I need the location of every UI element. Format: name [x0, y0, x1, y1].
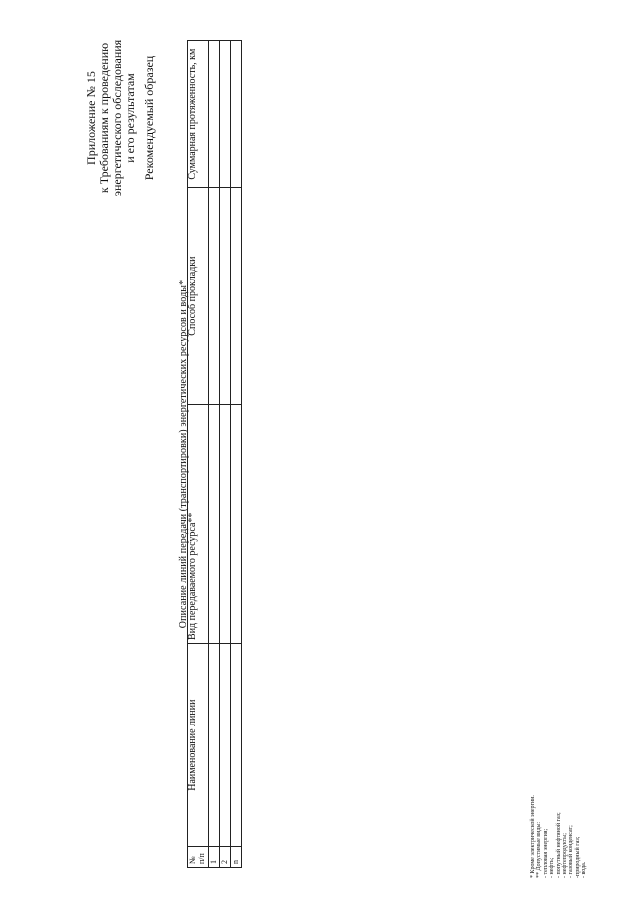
column-header-total-length: Суммарная протяженность, км: [188, 41, 209, 188]
table-cell: [220, 643, 231, 846]
appendix-line: к Требованиям к проведению: [97, 42, 111, 194]
table-cell: [209, 188, 220, 404]
table-row: [220, 41, 231, 868]
appendix-line: и его результатам: [123, 73, 137, 163]
footnote-line: - тепловая энергия;: [542, 828, 549, 878]
table-cell: [209, 643, 220, 846]
row-number-cell: n: [231, 847, 242, 868]
appendix-line: энергетического обследования: [110, 39, 124, 197]
table-header-row: [188, 41, 209, 868]
table-cell: [231, 188, 242, 404]
appendix-line: Приложение № 15: [84, 71, 98, 165]
column-header-resource-type: Вид передаваемого ресурса**: [188, 404, 209, 643]
footnote-line: - нефть;: [549, 857, 556, 878]
row-number-cell: 2: [220, 847, 231, 868]
column-header-laying-method: Способ прокладки: [188, 188, 209, 404]
footnotes: [530, 795, 588, 878]
table-cell: [220, 41, 231, 188]
footnote-line: - газовый конденсат;: [568, 825, 575, 878]
table-title: Описание линий передачи (транспортировки) энергетических ресурсов и воды*: [178, 279, 189, 629]
row-number-cell: 1: [209, 847, 220, 868]
footnote-line: * Кроме электрической энергии.: [530, 795, 536, 878]
table-row: [231, 41, 242, 868]
table-cell: [220, 404, 231, 643]
footnote-line: - вода.: [581, 861, 588, 878]
table-cell: [231, 404, 242, 643]
recommended-sample-label: Рекомендуемый образец: [142, 55, 156, 181]
table-cell: [220, 188, 231, 404]
appendix-header: [85, 18, 137, 218]
table-cell: [209, 41, 220, 188]
table-cell: [231, 41, 242, 188]
table-cell: [231, 643, 242, 846]
table-cell: [209, 404, 220, 643]
transmission-lines-table: [187, 40, 242, 868]
column-header-line-name: Наименование линии: [188, 643, 209, 846]
footnote-line: - нефтепродукты;: [562, 833, 569, 878]
table-row: [209, 41, 220, 868]
footnote-line: - попутный нефтяной газ;: [555, 812, 562, 878]
column-header-number: № п/п: [188, 847, 209, 868]
footnote-line: ** Допустимые виды:: [536, 821, 543, 878]
footnote-line: -природный газ;: [574, 836, 581, 878]
